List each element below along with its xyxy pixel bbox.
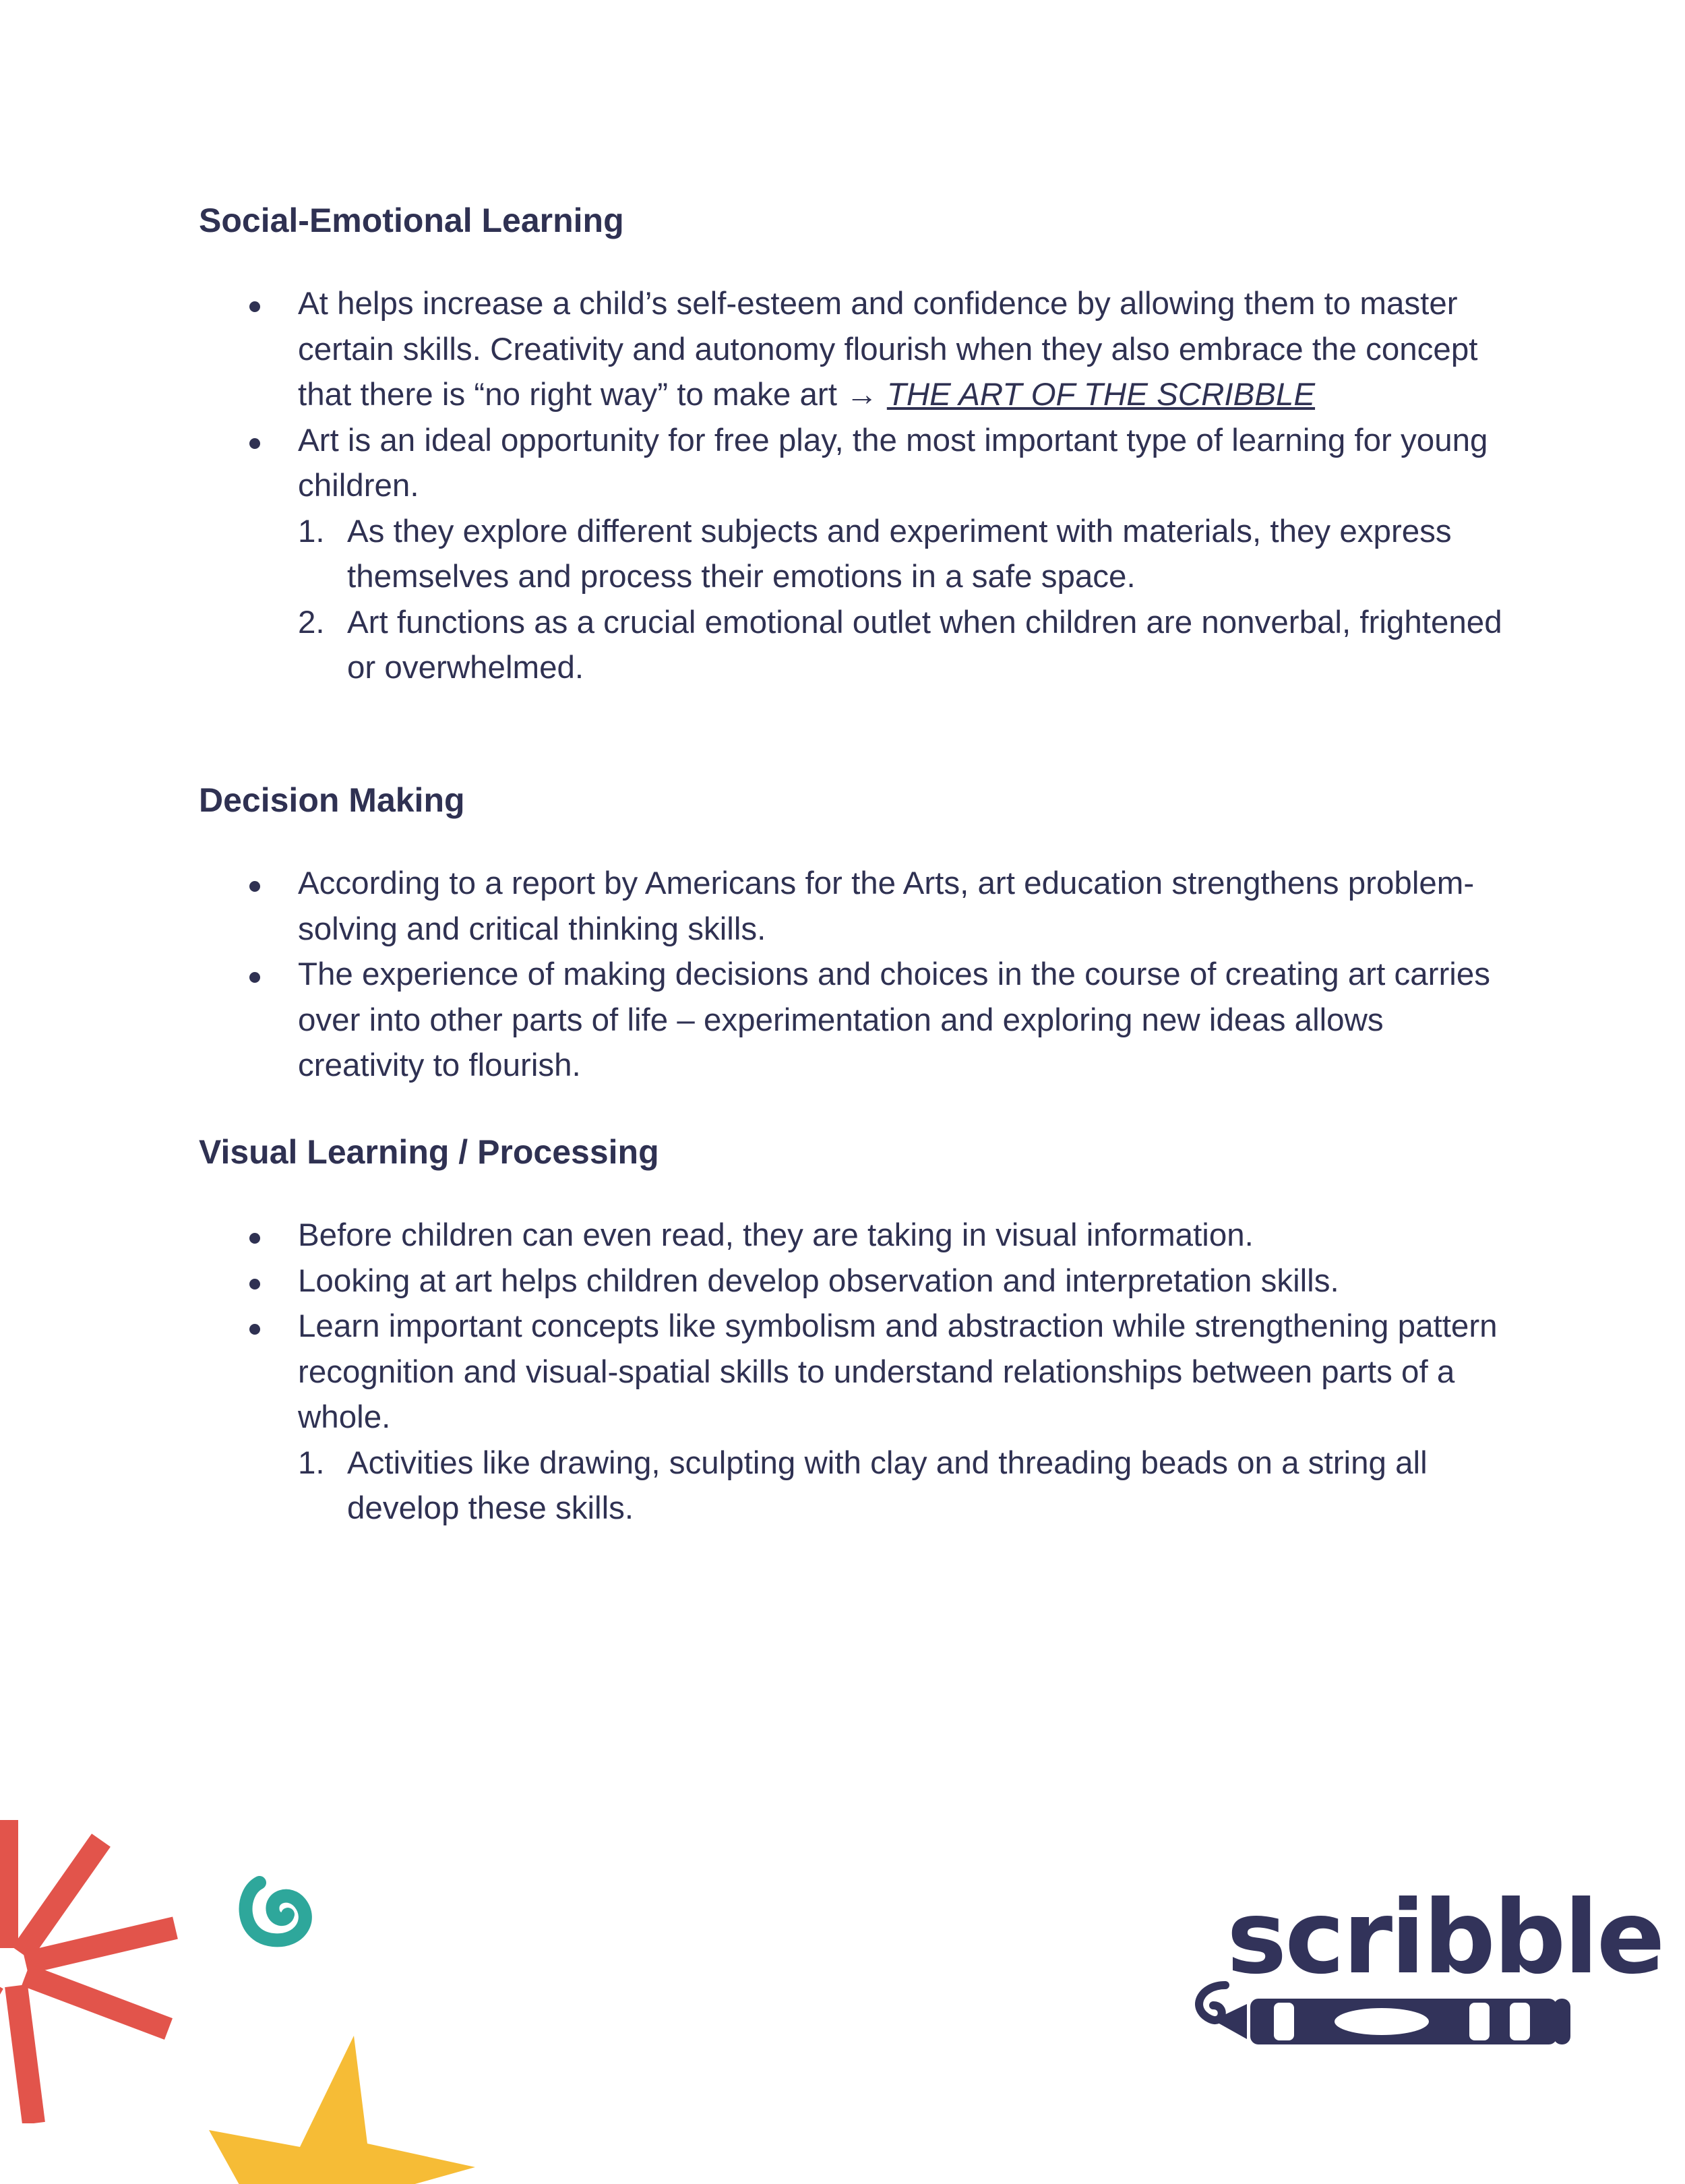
item-number: 1. — [298, 513, 325, 549]
list-item — [199, 281, 1513, 418]
list-item — [199, 418, 1513, 691]
item-number: 2. — [298, 604, 325, 640]
bullet-list — [199, 861, 1513, 1089]
list-item-text: The experience of making decisions and choices in the course of creating art carries over into other parts of life – experimentation and exploring new ideas allows creativity to flourish. — [298, 957, 1490, 1083]
list-item-text: Art is an ideal opportunity for free play, the most important type of learning for young children. — [298, 422, 1488, 504]
numbered-item — [298, 1440, 1513, 1531]
list-item — [199, 861, 1513, 952]
list-item-text: Before children can even read, they are taking in visual information. — [298, 1217, 1254, 1253]
list-item — [199, 952, 1513, 1089]
art-of-scribble-link[interactable]: THE ART OF THE SCRIBBLE — [886, 377, 1316, 413]
list-item-text: At helps increase a child’s self-esteem and confidence by allowing them to master certain skills. Creativity and autonomy flourish when they also embrace the concept that there is “no right way” to make art → — [298, 286, 1478, 413]
crayon-icon — [1186, 1972, 1584, 2066]
section-heading: Decision Making — [199, 781, 465, 819]
list-item-text: Looking at art helps children develop observation and interpretation skills. — [298, 1263, 1339, 1299]
section-heading: Social-Emotional Learning — [199, 202, 624, 239]
list-item — [199, 1213, 1513, 1258]
scribble-logo — [1186, 1879, 1663, 2063]
section-decision-making — [199, 777, 1513, 1089]
section-heading: Visual Learning / Processing — [199, 1133, 659, 1171]
numbered-item — [298, 509, 1513, 600]
logo-wordmark: scribble — [1227, 1879, 1663, 1997]
list-item-text: Learn important concepts like symbolism and abstraction while strengthening pattern recognition and visual-spatial skills to understand relationships between parts of a whole. — [298, 1308, 1498, 1435]
numbered-list — [298, 1440, 1513, 1531]
numbered-item-text: As they explore different subjects and experiment with materials, they express themselves and process their emotions in a safe space. — [347, 513, 1452, 595]
list-item-text: According to a report by Americans for the Arts, art education strengthens problem-solving and critical thinking skills. — [298, 866, 1475, 947]
bullet-list — [199, 281, 1513, 691]
bullet-list — [199, 1213, 1513, 1531]
section-visual-learning — [199, 1128, 1513, 1531]
star-icon — [162, 2015, 479, 2184]
swirl-icon — [233, 1873, 320, 1953]
numbered-list — [298, 509, 1513, 691]
section-social-emotional — [199, 197, 1513, 691]
list-item — [199, 1258, 1513, 1304]
numbered-item-text: Activities like drawing, sculpting with clay and threading beads on a string all develop these skills. — [347, 1445, 1428, 1526]
numbered-item-text: Art functions as a crucial emotional outlet when children are nonverbal, frightened or overwhelmed. — [347, 604, 1502, 686]
numbered-item — [298, 600, 1513, 691]
list-item — [199, 1304, 1513, 1531]
starburst-icon — [0, 1813, 182, 2123]
item-number: 1. — [298, 1445, 325, 1481]
